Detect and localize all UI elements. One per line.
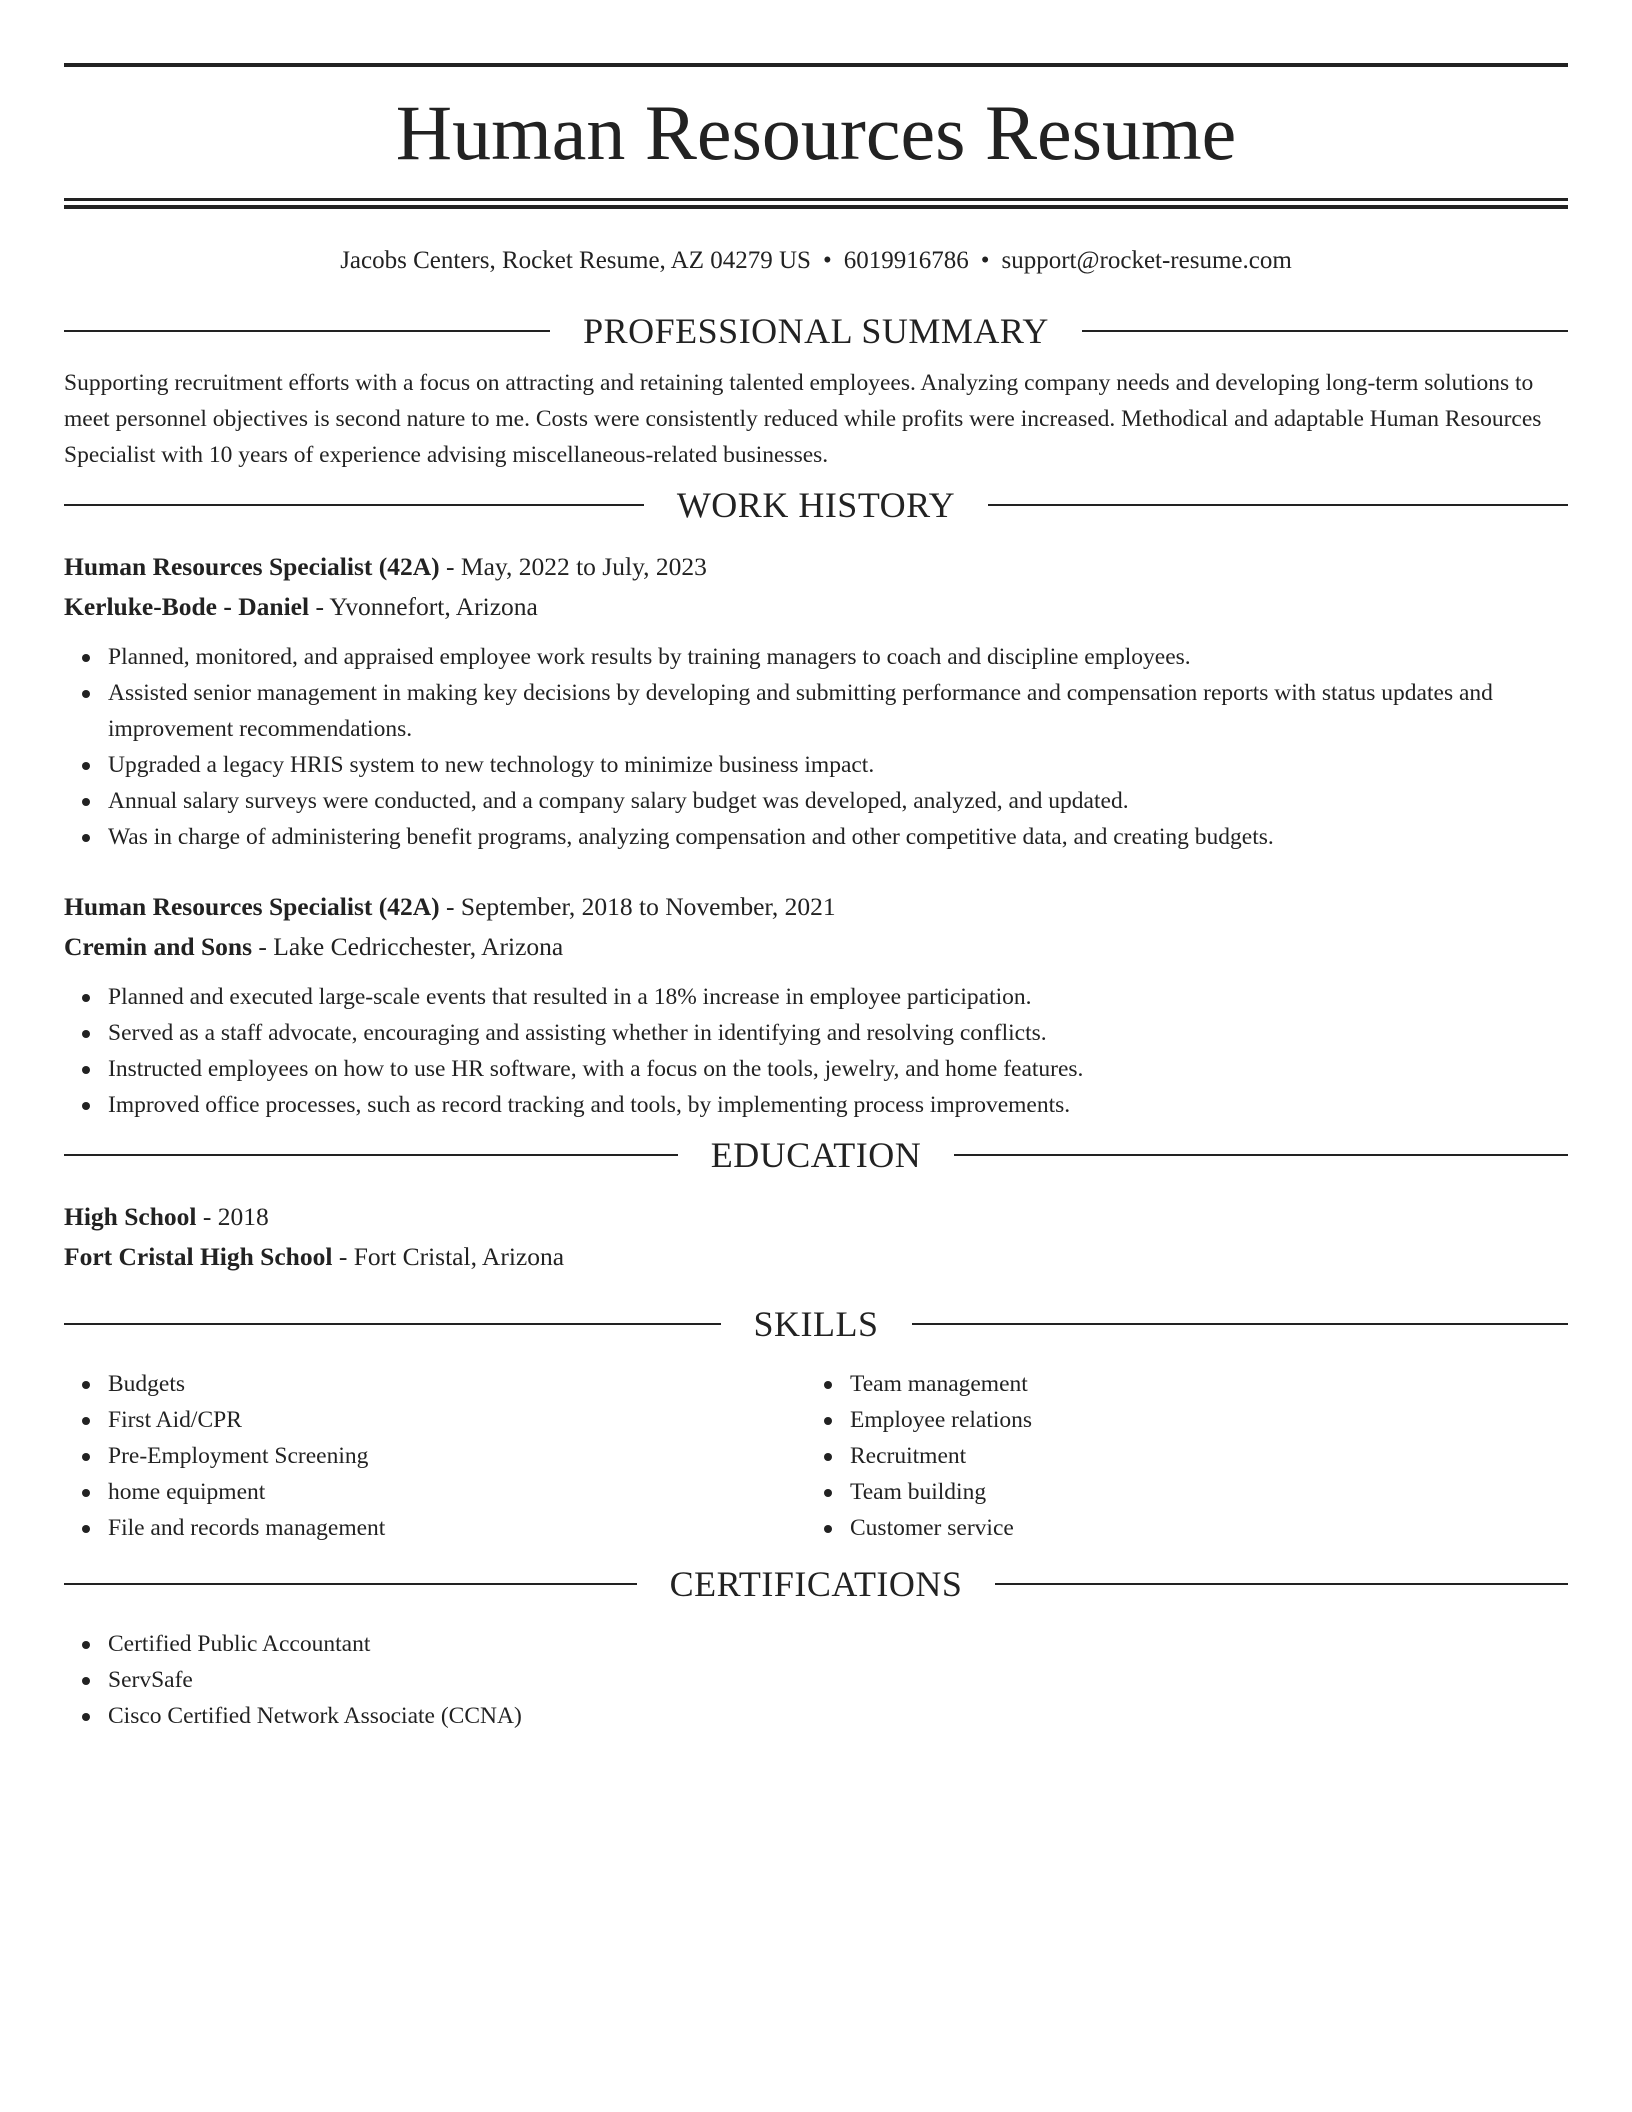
heading-rule-right	[1082, 330, 1568, 332]
list-item: Cisco Certified Network Associate (CCNA)	[64, 1698, 1568, 1734]
education-degree-line: High School - 2018	[64, 1202, 269, 1231]
section-heading-skills	[64, 1304, 1568, 1344]
title-double-rule	[64, 198, 1568, 209]
list-item: Pre-Employment Screening	[64, 1438, 806, 1474]
skills-grid	[64, 1366, 1568, 1546]
heading-rule-left	[64, 504, 644, 506]
resume-title: Human Resources Resume	[395, 89, 1237, 176]
contact-separator: •	[822, 247, 832, 274]
job-bullet-list	[64, 639, 1568, 855]
list-item: Employee relations	[806, 1402, 1548, 1438]
skills-list-left	[64, 1366, 806, 1546]
heading-rule-right	[954, 1154, 1568, 1156]
heading-rule-left	[64, 330, 550, 332]
contact-line	[64, 246, 1568, 276]
job-entry	[64, 887, 1568, 1123]
job-location: Yvonnefort, Arizona	[329, 592, 538, 621]
list-item: home equipment	[64, 1474, 806, 1510]
heading-rule-right	[995, 1583, 1568, 1585]
education-entry	[64, 1197, 1568, 1277]
section-heading-certifications	[64, 1564, 1568, 1604]
heading-rule-left	[64, 1323, 721, 1325]
list-item: Planned, monitored, and appraised employee work results by training managers to coach and discipline employees.	[64, 639, 1568, 675]
list-item: Was in charge of administering benefit programs, analyzing compensation and other competitive data, and creating budgets.	[64, 819, 1568, 855]
education-school-line: Fort Cristal High School - Fort Cristal, Arizona	[64, 1242, 565, 1271]
contact-separator: •	[980, 247, 990, 274]
education-degree: High School	[64, 1202, 197, 1231]
job-title-line: Human Resources Specialist (42A) - September, 2018 to November, 2021	[64, 892, 836, 921]
heading-rule-right	[988, 504, 1568, 506]
job-title: Human Resources Specialist (42A)	[64, 552, 440, 581]
list-item: Upgraded a legacy HRIS system to new technology to minimize business impact.	[64, 747, 1568, 783]
section-title: CERTIFICATIONS	[669, 1564, 963, 1604]
list-item: Budgets	[64, 1366, 806, 1402]
list-item: Team management	[806, 1366, 1548, 1402]
job-title: Human Resources Specialist (42A)	[64, 892, 440, 921]
education-school: Fort Cristal High School	[64, 1242, 333, 1271]
summary-text: Supporting recruitment efforts with a focus on attracting and retaining talented employees. Analyzing company needs and developing long-term solutions to meet personnel objectives is second nature to me. Costs were consistently reduced while profits were increased. Methodical and adaptable Human Resources Specialist with 10 years of experience advising miscellaneous-related businesses.	[64, 370, 1542, 468]
education-location: Fort Cristal, Arizona	[353, 1242, 565, 1271]
list-item: Customer service	[806, 1510, 1548, 1546]
section-title: PROFESSIONAL SUMMARY	[583, 311, 1049, 351]
section-heading-work-history	[64, 485, 1568, 525]
section-title: SKILLS	[753, 1304, 879, 1344]
job-dates: May, 2022 to July, 2023	[460, 552, 707, 581]
list-item: Instructed employees on how to use HR software, with a focus on the tools, jewelry, and home features.	[64, 1051, 1568, 1087]
list-item: Assisted senior management in making key decisions by developing and submitting performance and compensation reports with status updates and improvement recommendations.	[64, 675, 1568, 747]
skills-list-right	[806, 1366, 1548, 1546]
section-heading-summary	[64, 311, 1568, 351]
job-company: Kerluke-Bode - Daniel	[64, 592, 310, 621]
section-heading-education	[64, 1135, 1568, 1175]
list-item: Certified Public Accountant	[64, 1626, 1568, 1662]
job-company-line: Cremin and Sons - Lake Cedricchester, Arizona	[64, 932, 564, 961]
list-item: Served as a staff advocate, encouraging and assisting whether in identifying and resolving conflicts.	[64, 1015, 1568, 1051]
education-year: 2018	[217, 1202, 269, 1231]
list-item: Recruitment	[806, 1438, 1548, 1474]
heading-rule-right	[912, 1323, 1569, 1325]
job-company: Cremin and Sons	[64, 932, 253, 961]
job-title-line: Human Resources Specialist (42A) - May, 2022 to July, 2023	[64, 552, 707, 581]
job-entry	[64, 547, 1568, 855]
list-item: First Aid/CPR	[64, 1402, 806, 1438]
list-item: Improved office processes, such as record tracking and tools, by implementing process improvements.	[64, 1087, 1568, 1123]
job-bullet-list	[64, 979, 1568, 1123]
contact-phone: 6019916786	[843, 247, 969, 274]
heading-rule-left	[64, 1154, 678, 1156]
list-item: Team building	[806, 1474, 1548, 1510]
job-company-line: Kerluke-Bode - Daniel - Yvonnefort, Arizona	[64, 592, 538, 621]
list-item: ServSafe	[64, 1662, 1568, 1698]
list-item: Annual salary surveys were conducted, and a company salary budget was developed, analyzed, and updated.	[64, 783, 1568, 819]
heading-rule-left	[64, 1583, 637, 1585]
contact-address: Jacobs Centers, Rocket Resume, AZ 04279 US	[340, 247, 811, 274]
list-item: Planned and executed large-scale events that resulted in a 18% increase in employee participation.	[64, 979, 1568, 1015]
list-item: File and records management	[64, 1510, 806, 1546]
section-title: WORK HISTORY	[676, 485, 956, 525]
job-location: Lake Cedricchester, Arizona	[273, 932, 564, 961]
certifications-list	[64, 1626, 1568, 1734]
section-title: EDUCATION	[710, 1135, 922, 1175]
contact-email: support@rocket-resume.com	[1001, 247, 1292, 274]
job-dates: September, 2018 to November, 2021	[460, 892, 836, 921]
